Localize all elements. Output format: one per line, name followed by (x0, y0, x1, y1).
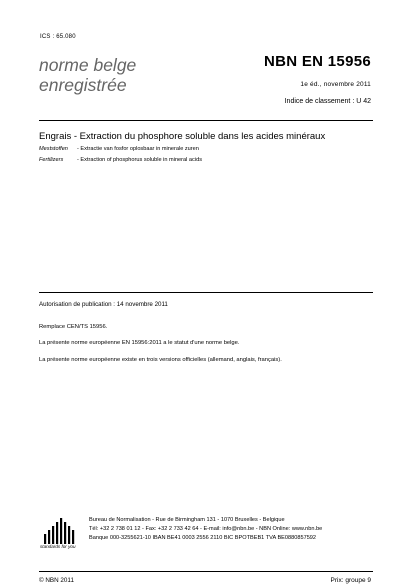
nbn-logo-icon (41, 508, 83, 558)
title-dutch-language: Meststoffen (39, 146, 68, 152)
brand-title (39, 56, 136, 95)
title-dutch (39, 146, 199, 152)
ics-code: ICS : 65.080 (40, 34, 76, 40)
footer-address: Bureau de Normalisation - Rue de Birmingham 131 - 1070 Bruxelles - Belgique (89, 517, 285, 523)
versions-note: La présente norme européenne existe en trois versions officielles (allemand, anglais, français). (39, 357, 282, 363)
title-english-text: - Extraction of phosphorus soluble in mineral acids (77, 157, 202, 163)
title-dutch-text: - Extractie van fosfor oplosbaar in minerale zuren (77, 146, 199, 152)
top-divider (39, 120, 373, 121)
status-note: La présente norme européenne EN 15956:2011 a le statut d'une norme belge. (39, 340, 240, 346)
logo-caption: standards for you (40, 544, 76, 549)
brand-line-2: enregistrée (39, 74, 127, 95)
footer-contact: Tél: +32 2 738 01 12 - Fax: +32 2 733 42 64 - E-mail: info@nbn.be - NBN Online: www.nbn.be (89, 526, 323, 532)
brand-line-1: norme belge (39, 55, 137, 75)
title-english-language: Fertilizers (39, 157, 64, 163)
price-group: Prix: groupe 9 (330, 577, 371, 584)
copyright: © NBN 2011 (39, 577, 74, 584)
classification-index: Indice de classement : U 42 (284, 98, 371, 105)
title-french: Engrais - Extraction du phosphore soluble dans les acides minéraux (39, 131, 326, 142)
publication-authorization: Autorisation de publication : 14 novembre 2011 (39, 301, 168, 308)
standard-number: NBN EN 15956 (264, 53, 371, 70)
bottom-divider (39, 571, 373, 572)
title-english (39, 157, 202, 163)
edition-date: 1e éd., novembre 2011 (300, 81, 371, 88)
replaces-note: Remplace CEN/TS 15956. (39, 324, 108, 330)
footer-bank: Banque 000-3255621-10 IBAN BE41 0003 2556 2110 BIC BPOTBEB1 TVA BE0880857592 (89, 535, 317, 541)
middle-divider (39, 292, 373, 293)
